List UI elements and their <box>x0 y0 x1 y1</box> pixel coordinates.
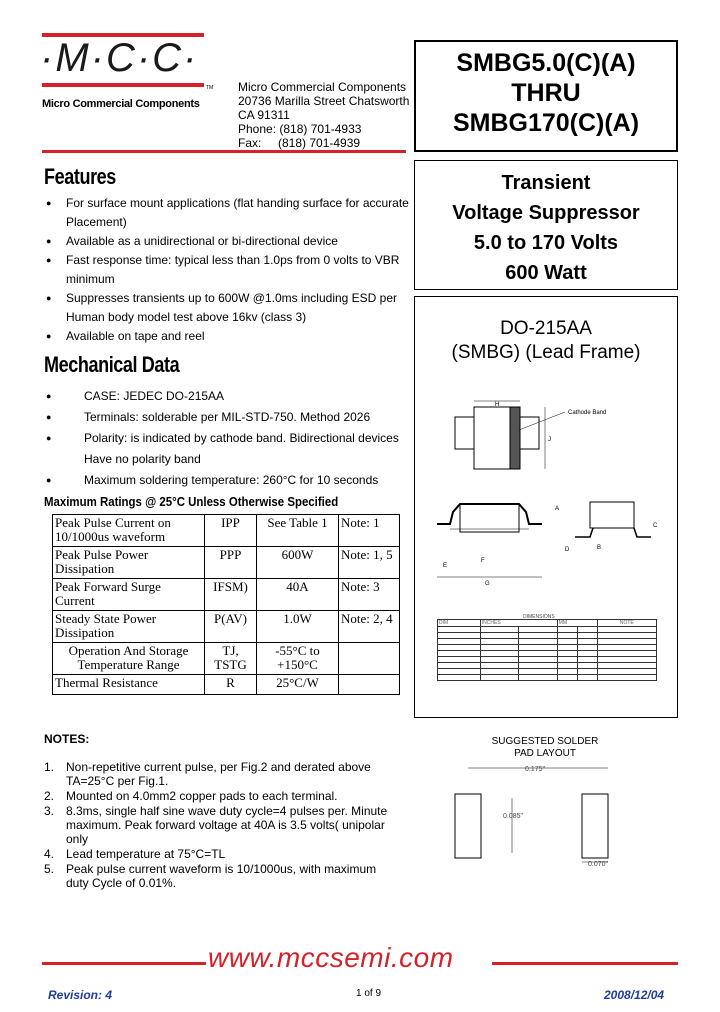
package-subtitle: (SMBG) (Lead Frame) <box>451 342 641 363</box>
ratings-title: Maximum Ratings @ 25°C Unless Otherwise Specified <box>44 494 339 509</box>
package-name: DO-215AA <box>500 318 592 339</box>
rating-symbol: IFSM) <box>205 579 257 611</box>
list-item: ● Maximum soldering temperature: 260°C for 10 seconds <box>46 470 412 491</box>
description-line: Transient <box>501 172 591 194</box>
dim-label: C <box>653 523 658 529</box>
rating-param: Peak Pulse Power Dissipation <box>53 547 205 579</box>
solder-title-line: SUGGESTED SOLDER <box>491 736 599 747</box>
part-title-line: THRU <box>511 79 581 107</box>
package-box <box>414 296 678 718</box>
logo: ·M·C·C· <box>40 36 199 80</box>
dim-header: NOTE <box>597 620 656 627</box>
dim-label: A <box>555 506 560 512</box>
note-text: Peak pulse current waveform is 10/1000us, with maximum duty Cycle of 0.01%. <box>66 862 377 890</box>
rating-value: See Table 1 <box>257 515 339 547</box>
dim-label: E <box>443 563 448 569</box>
table-row <box>53 579 400 611</box>
rating-note: Note: 1 <box>339 515 400 547</box>
solder-title <box>470 736 620 760</box>
dim-label: J <box>548 437 551 443</box>
mechanical-title: Mechanical Data <box>44 352 180 377</box>
dim-label: F <box>481 558 485 564</box>
rating-param: Operation And Storage Temperature Range <box>53 643 205 675</box>
note-number: 4. <box>44 847 55 861</box>
note-item <box>44 847 400 861</box>
list-item: ● Polarity: is indicated by cathode band. Bidirectional devices Have no polarity band <box>46 428 412 470</box>
dim-label: B <box>597 545 602 551</box>
footer-page: 1 of 9 <box>356 988 382 999</box>
address-line: Micro Commercial Components <box>238 80 407 94</box>
address-line: Phone: (818) 701-4933 <box>238 122 362 136</box>
footer-bar-left <box>42 962 206 965</box>
table-row <box>53 643 400 675</box>
list-item: ● Suppresses transients up to 600W @1.0ms including ESD per Human body model test above 16kv (class 3) <box>46 289 412 327</box>
note-item <box>44 760 400 788</box>
note-number: 2. <box>44 789 55 803</box>
footer-revision: Revision: 4 <box>48 988 113 1002</box>
cathode-label: Cathode Band <box>568 410 607 416</box>
note-text: Lead temperature at 75°C=TL <box>66 847 226 861</box>
part-title-box <box>414 40 678 152</box>
description-line: 600 Watt <box>505 262 587 284</box>
part-title-line: SMBG5.0(C)(A) <box>456 49 636 77</box>
list-item: ● Terminals: solderable per MIL-STD-750. Method 2026 <box>46 407 412 428</box>
dimensions-table <box>437 619 657 681</box>
logo-tm: TM <box>206 85 214 91</box>
rating-note: Note: 2, 4 <box>339 611 400 643</box>
dimensions-title: DIMENSIONS <box>523 614 555 620</box>
footer-bar-right <box>492 962 678 965</box>
footer-url[interactable]: www.mccsemi.com <box>208 942 454 973</box>
dim-header: INCHES <box>480 620 557 627</box>
rating-value: -55°C to +150°C <box>257 643 339 675</box>
rating-param: Steady State Power Dissipation <box>53 611 205 643</box>
part-title-line: SMBG170(C)(A) <box>452 109 640 137</box>
address-line: Fax: (818) 701-4939 <box>238 136 361 150</box>
rating-param: Thermal Resistance <box>53 675 205 695</box>
table-row <box>53 547 400 579</box>
mechanical-list <box>46 386 412 491</box>
note-item <box>44 789 400 803</box>
rating-note <box>339 675 400 695</box>
address-line: 20736 Marilla Street Chatsworth <box>238 94 410 108</box>
list-item: ● Fast response time: typical less than 1.0ps from 0 volts to VBR minimum <box>46 251 412 289</box>
solder-title-line: PAD LAYOUT <box>514 748 576 759</box>
table-row <box>53 515 400 547</box>
list-item: ● CASE: JEDEC DO-215AA <box>46 386 412 407</box>
rating-note: Note: 1, 5 <box>339 547 400 579</box>
features-title: Features <box>44 164 116 189</box>
rating-param: Peak Forward Surge Current <box>53 579 205 611</box>
rating-value: 25°C/W <box>257 675 339 695</box>
rating-note <box>339 643 400 675</box>
dim-label: G <box>485 581 490 587</box>
notes-title: NOTES: <box>44 732 90 746</box>
rating-symbol: TJ, TSTG <box>205 643 257 675</box>
list-item: ● For surface mount applications (flat handing surface for accurate Placement) <box>46 194 412 232</box>
description-line: Voltage Suppressor <box>452 202 640 224</box>
features-list <box>46 194 412 346</box>
rating-value: 40A <box>257 579 339 611</box>
logo-caption: Micro Commercial Components <box>42 98 200 110</box>
rating-symbol: R <box>205 675 257 695</box>
note-text: 8.3ms, single half sine wave duty cycle=4 pulses per. Minute maximum. Peak forward voltage at 40A is 3.5 volts( unipolar only <box>66 804 388 846</box>
dim-header: DIM <box>438 620 481 627</box>
solder-dim: 0.070" <box>588 861 609 868</box>
rating-param: Peak Pulse Current on 10/1000us waveform <box>53 515 205 547</box>
note-text: Non-repetitive current pulse, per Fig.2 and derated above TA=25°C per Fig.1. <box>66 760 371 788</box>
rating-symbol: P(AV) <box>205 611 257 643</box>
company-address <box>238 80 409 150</box>
address-line: CA 91311 <box>238 108 290 122</box>
list-item: ● Available on tape and reel <box>46 327 412 346</box>
description-box <box>414 160 678 290</box>
solder-dim: 0.175" <box>525 766 546 773</box>
description-line: 5.0 to 170 Volts <box>473 232 619 254</box>
dim-header: MM <box>557 620 597 627</box>
table-row <box>53 611 400 643</box>
dim-label: H <box>495 402 500 408</box>
note-number: 3. <box>44 804 55 818</box>
notes-list <box>44 760 400 890</box>
solder-pad-drawing <box>440 758 640 878</box>
rating-value: 600W <box>257 547 339 579</box>
footer-date: 2008/12/04 <box>604 988 665 1002</box>
rating-value: 1.0W <box>257 611 339 643</box>
table-row <box>53 675 400 695</box>
note-text: Mounted on 4.0mm2 copper pads to each terminal. <box>66 789 338 803</box>
rating-note: Note: 3 <box>339 579 400 611</box>
header-separator <box>42 150 406 153</box>
rating-symbol: PPP <box>205 547 257 579</box>
note-item <box>44 862 400 890</box>
note-number: 5. <box>44 862 55 876</box>
note-number: 1. <box>44 760 55 774</box>
list-item: ● Available as a unidirectional or bi-directional device <box>46 232 412 251</box>
logo-bottom-bar <box>42 83 204 87</box>
solder-dim: 0.085" <box>503 813 524 820</box>
ratings-table <box>52 514 400 695</box>
dim-label: D <box>565 547 570 553</box>
note-item <box>44 804 400 846</box>
rating-symbol: IPP <box>205 515 257 547</box>
